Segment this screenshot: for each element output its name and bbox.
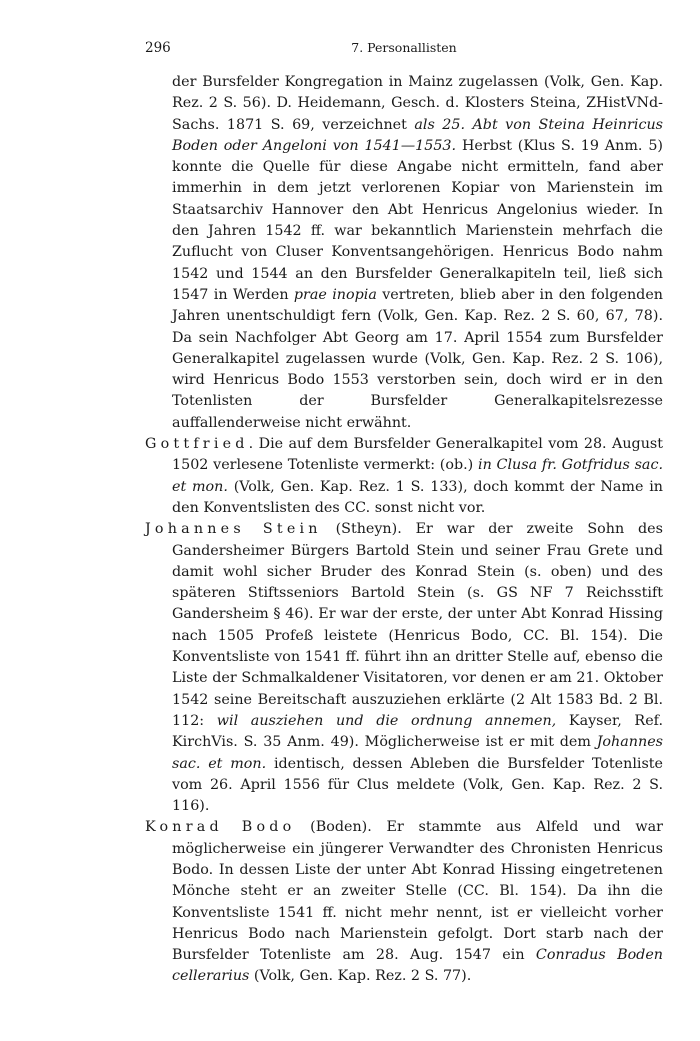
italic-quote: Johannes sac. et mon. — [172, 734, 663, 772]
personnel-entry — [145, 434, 663, 519]
entry-text: (Volk, Gen. Kap. Rez. 1 S. 133), doch kommt der Name in den Konventslisten des CC. sonst nicht vor. — [172, 478, 663, 516]
italic-quote: Conradus Boden cellerarius — [172, 947, 663, 985]
entry-continuation — [145, 72, 663, 434]
entry-text: vertreten, blieb aber in den folgenden Jahren unentschuldigt fern (Volk, Gen. Kap. Rez. 2 S. 60, 67, 78). Da sein Nachfolger Abt Georg am 17. April 1554 zum Bursfelder Generalkapitel zugelassen wurde (Volk, Gen. Kap. Rez. 2 S. 106), wird Henricus Bodo 1553 verstorben sein, doch wird er in den Totenlisten der Bursfelder Generalkapitelsrezesse auffallenderweise nicht erwähnt. — [172, 286, 663, 431]
italic-quote: in Clusa fr. Gotfridus sac. et mon. — [172, 457, 663, 495]
entry-text: (Boden). Er stammte aus Alfeld und war möglicherweise ein jüngerer Verwandter des Chronisten Henricus Bodo. In dessen Liste der unter Abt Konrad Hissing eingetretenen Mönche steht er an zweiter Stelle (CC. Bl. 154). Da ihn die Konventsliste 1541 ff. nicht mehr nennt, ist er vielleicht vorher Henricus Bodo nach Marienstein gefolgt. Dort starb nach der Bursfelder Totenliste am 28. Aug. 1547 ein — [172, 819, 663, 964]
entry-text: Herbst (Klus S. 19 Anm. 5) konnte die Quelle für diese Angabe nicht ermitteln, fand aber immerhin in dem jetzt verlorenen Kopiar von Marienstein im Staatsarchiv Hannover den Abt Henricus Angelonius wieder. In den Jahren 1542 ff. war bekanntlich Marienstein mehrfach die Zuflucht von Cluser Konventsangehörigen. Henricus Bodo nahm 1542 und 1544 an den Bursfelder Generalkapiteln teil, ließ sich 1547 in Werden — [172, 137, 663, 303]
entry-name: Gottfried — [145, 436, 249, 453]
entry-name: Johannes Stein — [145, 521, 322, 538]
page-header — [145, 40, 663, 60]
entry-text: identisch, dessen Ableben die Bursfelder Totenliste vom 26. April 1556 für Clus meldete (Volk, Gen. Kap. Rez. 2 S. 116). — [172, 755, 664, 815]
personnel-entry — [145, 817, 663, 987]
entry-text: (Stheyn). Er war der zweite Sohn des Gandersheimer Bürgers Bartold Stein und seiner Frau Grete und damit wohl sicher Bruder des Konrad Stein (s. oben) und des späteren Stiftsseniors Bartold Stein (s. GS NF 7 Reichsstift Gandersheim § 46). Er war der erste, der unter Abt Konrad Hissing nach 1505 Profeß leistete (Henricus Bodo, CC. Bl. 154). Die Konventsliste von 1541 ff. führt ihn an dritter Stelle auf, ebenso die Liste der Schmalkaldener Visitatoren, vor denen er am 21. Oktober 1542 seine Bereitschaft auszuziehen erklärte (2 Alt 1583 Bd. 2 Bl. 112: — [172, 521, 663, 729]
italic-quote: prae inopia — [293, 286, 377, 303]
italic-quote: wil ausziehen und die ordnung annemen, — [216, 712, 557, 729]
page-number: 296 — [145, 40, 171, 56]
entry-text: . Die auf dem Bursfelder Generalkapitel vom 28. August 1502 verlesene Totenliste vermerkt: (ob.) — [172, 436, 663, 474]
italic-quote: als 25. Abt von Steina Heinricus Boden oder Angeloni von 1541—1553. — [172, 116, 664, 154]
entry-name: Konrad Bodo — [145, 819, 296, 836]
document-body — [145, 72, 663, 988]
running-title: 7. Personallisten — [351, 40, 457, 55]
personnel-entry — [145, 519, 663, 817]
entry-text: Kayser, Ref. KirchVis. S. 35 Anm. 49). Möglicherweise ist er mit dem — [172, 712, 663, 751]
entry-text: der Bursfelder Kongregation in Mainz zugelassen (Volk, Gen. Kap. Rez. 2 S. 56). D. Heidemann, Gesch. d. Klosters Steina, ZHistVNd-Sachs. 1871 S. 69, verzeichnet — [172, 74, 663, 133]
entry-text: (Volk, Gen. Kap. Rez. 2 S. 77). — [249, 968, 472, 985]
